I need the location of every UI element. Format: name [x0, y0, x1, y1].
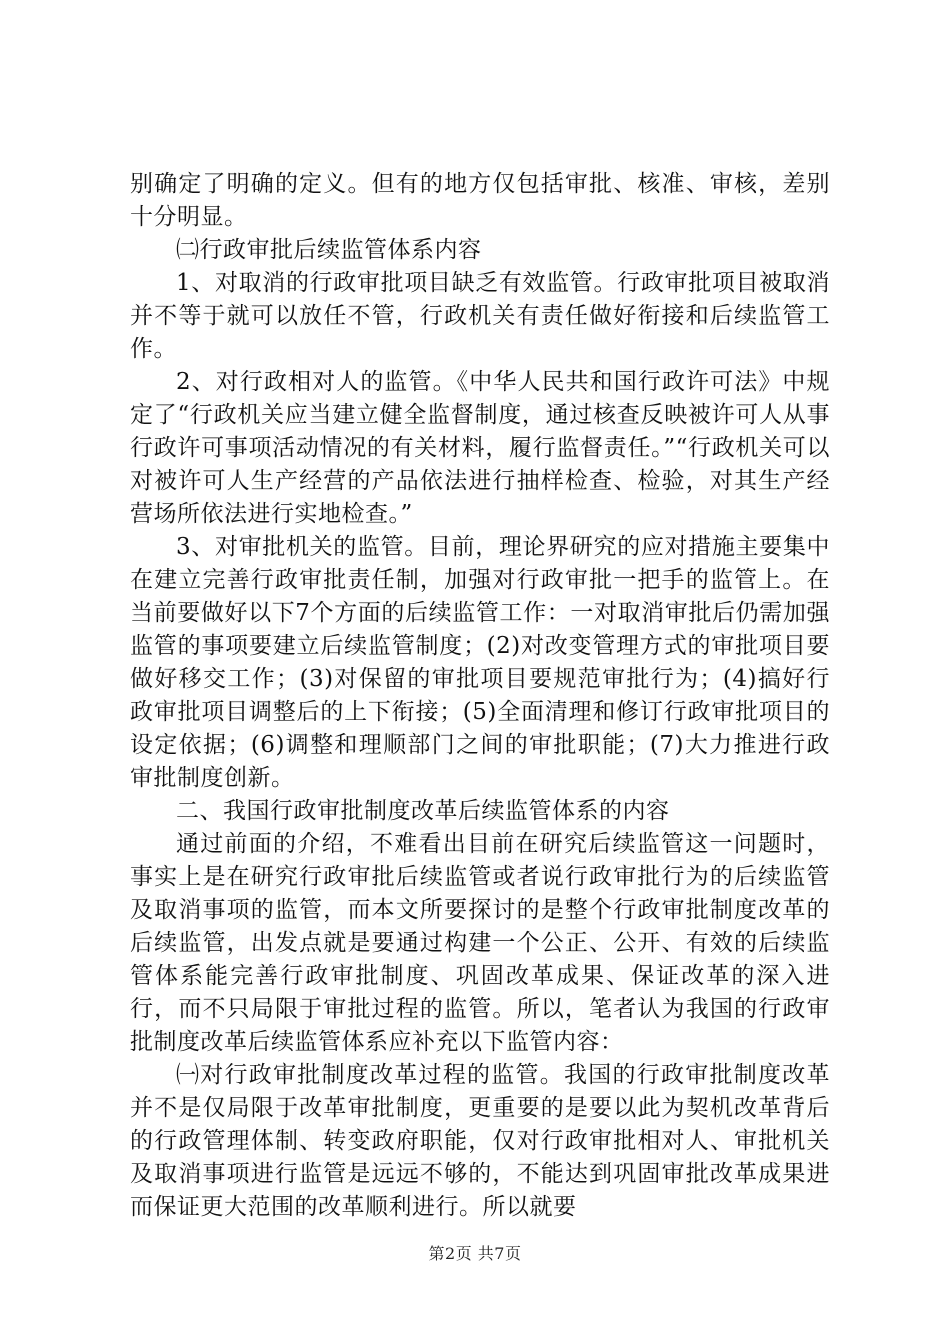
- paragraph-item-2: 2、对行政相对人的监管。《中华人民共和国行政许可法》中规定了“行政机关应当建立健全监督制度，通过核查反映被许可人从事行政许可事项活动情况的有关材料，履行监督责任。”“行政机关可以对被许可人生产经营的产品依法进行抽样检查、检验，对其生产经营场所依法进行实地检查。”: [130, 369, 830, 527]
- section-heading-2: ㈡行政审批后续监管体系内容: [176, 237, 482, 263]
- paragraph-intro: 通过前面的介绍，不难看出目前在研究后续监管这一问题时，事实上是在研究行政审批后续监管或者说行政审批行为的后续监管及取消事项的监管，而本文所要探讨的是整个行政审批制度改革的后续监管，出发点就是要通过构建一个公正、公开、有效的后续监管体系能完善行政审批制度、巩固改革成果、保证改革的深入进行，而不只局限于审批过程的监管。所以，笔者认为我国的行政审批制度改革后续监管体系应补充以下监管内容：: [130, 831, 830, 1055]
- paragraph-continuation: 别确定了明确的定义。但有的地方仅包括审批、核准、审核，差别十分明显。: [130, 171, 830, 230]
- paragraph-item-3: 3、对审批机关的监管。目前，理论界研究的应对措施主要集中在建立完善行政审批责任制，加强对行政审批一把手的监管上。在当前要做好以下7个方面的后续监管工作：一对取消审批后仍需加强监管的事项要建立后续监管制度；(2)对改变管理方式的审批项目要做好移交工作；(3)对保留的审批项目要规范审批行为；(4)搞好行政审批项目调整后的上下衔接；(5)全面清理和修订行政审批项目的设定依据；(6)调整和理顺部门之间的审批职能；(7)大力推进行政审批制度创新。: [130, 534, 830, 791]
- chapter-heading-2: 二、我国行政审批制度改革后续监管体系的内容: [176, 798, 670, 824]
- paragraph-subsection-1: ㈠对行政审批制度改革过程的监管。我国的行政审批制度改革并不是仅局限于改革审批制度，更重要的是要以此为契机改革背后的行政管理体制、转变政府职能，仅对行政审批相对人、审批机关及取消事项进行监管是远远不够的，不能达到巩固审批改革成果进而保证更大范围的改革顺利进行。所以就要: [130, 1062, 830, 1220]
- paragraph-item-1: 1、对取消的行政审批项目缺乏有效监管。行政审批项目被取消并不等于就可以放任不管，行政机关有责任做好衔接和后续监管工作。: [130, 270, 830, 362]
- page-number-footer: 第2页 共7页: [428, 1244, 522, 1263]
- body-text: [130, 168, 830, 1224]
